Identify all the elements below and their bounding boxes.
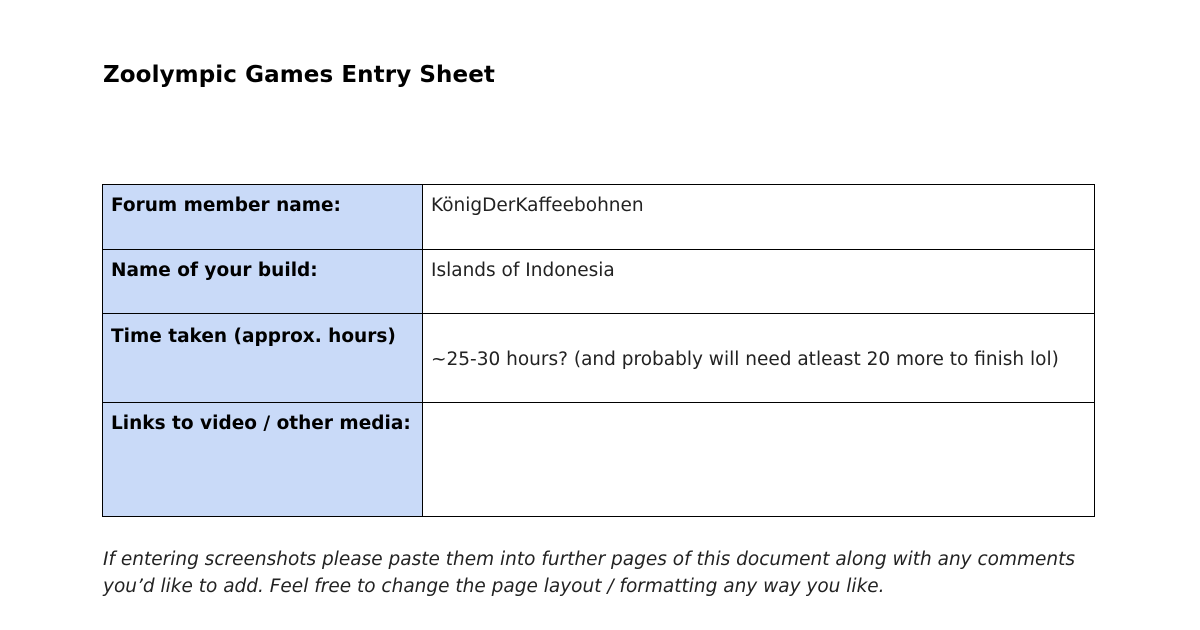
time-taken-label: Time taken (approx. hours) — [103, 314, 423, 403]
forum-member-name-label: Forum member name: — [103, 185, 423, 250]
build-name-value[interactable]: Islands of Indonesia — [423, 250, 1095, 314]
table-row — [103, 314, 1095, 403]
media-links-value[interactable] — [423, 403, 1095, 517]
document-title: Zoolympic Games Entry Sheet — [103, 62, 496, 88]
build-name-label: Name of your build: — [103, 250, 423, 314]
entry-table — [102, 184, 1095, 517]
table-row — [103, 403, 1095, 517]
media-links-label: Links to video / other media: — [103, 403, 423, 517]
time-taken-value[interactable]: ~25-30 hours? (and probably will need atleast 20 more to finish lol) — [423, 314, 1095, 403]
instructions-note: If entering screenshots please paste them into further pages of this document along with any comments you’d like to add. Feel free to change the page layout / formatting any way you like. — [103, 549, 1076, 597]
forum-member-name-value[interactable]: KönigDerKaffeebohnen — [423, 185, 1095, 250]
table-row — [103, 185, 1095, 250]
table-row — [103, 250, 1095, 314]
